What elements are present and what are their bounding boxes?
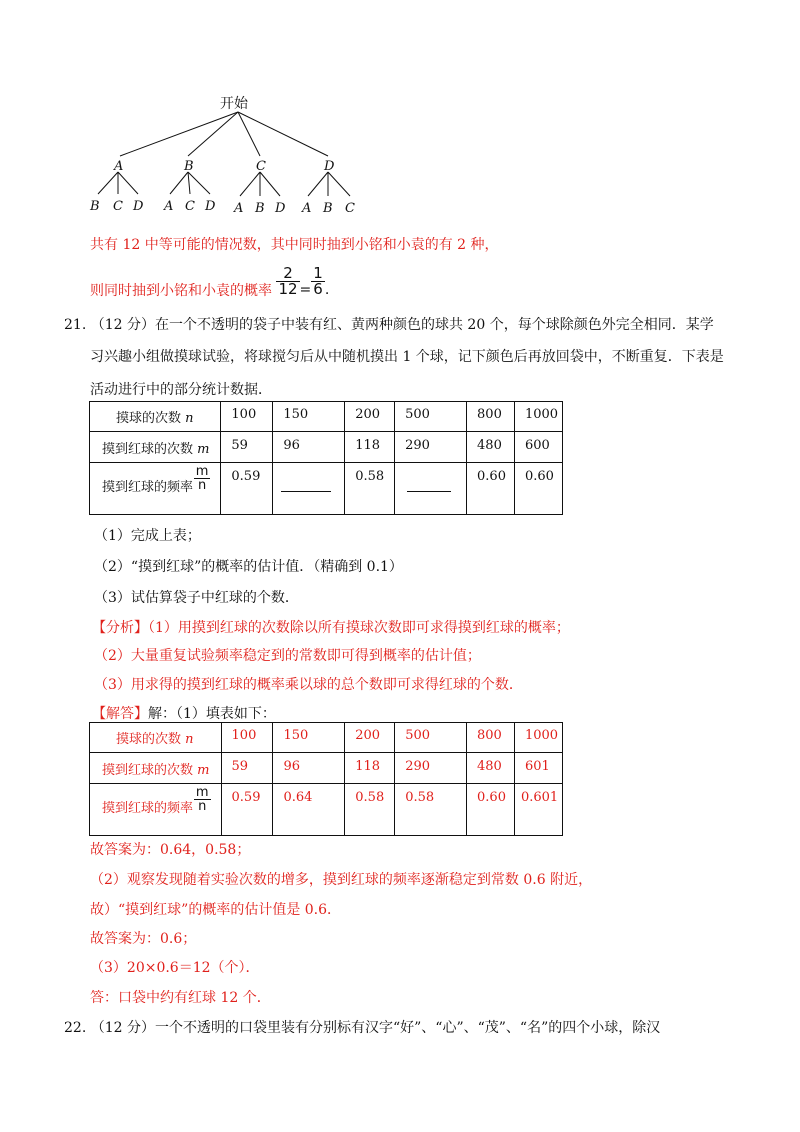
row-header: $\frac{m}{n}$ 摸到红球的频率 — [90, 784, 222, 836]
table-cell: 0.59 — [221, 784, 273, 836]
tree-leaf: B — [323, 201, 333, 216]
table-cell: 0.58 — [345, 463, 395, 515]
q21-sub3: （3）试估算袋子中红球的个数． — [94, 590, 299, 606]
fraction-2-12 — [276, 263, 299, 298]
q21-sub1: （1）完成上表； — [94, 528, 201, 544]
analysis-line3: （3）用求得的摸到红球的概率乘以球的总个数即可求得红球的个数． — [94, 677, 523, 693]
question-number: 21. — [64, 317, 87, 333]
table-cell: 0.60 — [514, 463, 562, 515]
question-stem: （12 分）一个不透明的口袋里装有分别标有汉字“好”、“心”、“茂”、“名”的四个小球，除汉 — [90, 1020, 661, 1036]
row-header: 摸球的次数 n — [90, 723, 222, 753]
row-header: 摸到红球的次数 m — [90, 753, 222, 784]
answer-2: 故答案为：0.6； — [90, 931, 197, 947]
tree-leaf: D — [133, 199, 144, 214]
row-header: 摸球的次数 n — [90, 402, 221, 432]
table-cell: 59 — [221, 432, 273, 463]
tree-leaf: A — [164, 199, 174, 214]
solution-2a: （2）观察发现随着实验次数的增多，摸到红球的频率逐渐稳定到常数 0.6 附近， — [90, 872, 593, 888]
table-cell: 0.60 — [467, 784, 515, 836]
table-cell: 96 — [273, 432, 345, 463]
table-cell: 500 — [395, 402, 467, 432]
analysis-text: （1）用摸到红球的次数除以所有摸球次数即可求得摸到红球的概率； — [148, 620, 570, 636]
table-cell: 0.64 — [273, 784, 345, 836]
table-cell: 0.601 — [514, 784, 562, 836]
fraction-1-6 — [311, 263, 325, 298]
table-cell: 800 — [467, 402, 515, 432]
tree-leaf: A — [302, 201, 312, 216]
table-cell: 600 — [514, 432, 562, 463]
table-cell: 601 — [514, 753, 562, 784]
period: . — [324, 282, 330, 298]
table-row — [90, 784, 563, 836]
table-cell: 800 — [467, 723, 515, 753]
table-row — [90, 753, 563, 784]
table-cell: 150 — [273, 723, 345, 753]
solution-intro — [92, 703, 276, 723]
q21-stem-line2: 习兴趣小组做摸球试验，将球搅匀后从中随机摸出 1 个球，记下颜色后再放回袋中，不断重复．下表是 — [90, 349, 724, 365]
blank-cell — [273, 463, 345, 515]
tree-leaf: B — [90, 199, 100, 214]
tree-root: 开始 — [220, 96, 248, 112]
table-cell: 0.58 — [395, 784, 467, 836]
table-row — [90, 723, 563, 753]
question-stem: （12 分）在一个不透明的袋子中装有红、黄两种颜色的球共 20 个，每个球除颜色外完全相同．某学 — [90, 317, 714, 333]
table-cell: 0.59 — [221, 463, 273, 515]
row-header: $\frac{m}{n}$ 摸到红球的频率 — [90, 463, 221, 515]
fraction-m-n: $\frac{m}{n}$ — [195, 464, 209, 493]
stats-table-question — [89, 401, 563, 515]
stats-table-answer — [89, 722, 563, 836]
answer-blank — [407, 477, 451, 492]
tree-branch: C — [256, 159, 266, 174]
table-row — [90, 432, 563, 463]
q20-line2 — [90, 262, 329, 300]
table-row — [90, 463, 563, 515]
q20-line2-prefix: 则同时抽到小铭和小袁的概率 — [90, 283, 272, 299]
analysis-line2: （2）大量重复试验频率稳定到的常数即可得到概率的估计值； — [94, 648, 481, 664]
tree-leaf: A — [234, 201, 244, 216]
fraction-m-n: $\frac{m}{n}$ — [195, 785, 209, 814]
table-cell: 150 — [273, 402, 345, 432]
q21-sub2: （2）“摸到红球”的概率的估计值．（精确到 0.1） — [94, 559, 403, 575]
solution-text: 解：（1）填表如下： — [148, 706, 276, 722]
tree-diagram — [88, 92, 368, 220]
equals-sign: = — [299, 282, 312, 298]
tree-branch: A — [114, 159, 124, 174]
table-row — [90, 402, 563, 432]
answer-1: 故答案为：0.64，0.58； — [90, 842, 251, 858]
q21-stem-line3: 活动进行中的部分统计数据． — [90, 382, 272, 398]
tree-branch: D — [324, 159, 335, 174]
table-cell: 0.60 — [467, 463, 515, 515]
table-cell: 480 — [467, 753, 515, 784]
table-cell: 100 — [221, 723, 273, 753]
tree-leaf: C — [345, 201, 355, 216]
q21-stem-line1 — [64, 314, 714, 334]
row-header: 摸到红球的次数 m — [90, 432, 221, 463]
tree-leaf: B — [255, 201, 265, 216]
answer-blank — [281, 477, 331, 492]
table-cell: 500 — [395, 723, 467, 753]
table-cell: 118 — [345, 432, 395, 463]
solution-3: （3）20×0.6＝12（个）． — [90, 960, 260, 976]
table-cell: 1000 — [514, 723, 562, 753]
table-cell: 1000 — [514, 402, 562, 432]
fraction-numerator: 1 — [313, 263, 323, 282]
tree-leaf: D — [205, 199, 216, 214]
table-cell: 118 — [345, 753, 395, 784]
table-cell: 96 — [273, 753, 345, 784]
table-cell: 0.58 — [345, 784, 395, 836]
fraction-numerator: 2 — [276, 266, 299, 282]
table-cell: 200 — [345, 402, 395, 432]
answer-3: 答：口袋中约有红球 12 个． — [90, 990, 271, 1006]
solution-tag: 【解答】 — [92, 706, 148, 722]
table-cell: 200 — [345, 723, 395, 753]
tree-leaf: C — [185, 199, 195, 214]
fraction-denominator: 12 — [278, 279, 298, 298]
tree-edges — [98, 112, 350, 196]
question-number: 22. — [64, 1020, 87, 1036]
tree-leaf: C — [113, 199, 123, 214]
table-cell: 290 — [395, 432, 467, 463]
fraction-denominator: 6 — [313, 279, 323, 298]
tree-leaf: D — [275, 201, 286, 216]
table-cell: 59 — [221, 753, 273, 784]
analysis-line1 — [92, 617, 570, 637]
analysis-tag: 【分析】 — [92, 620, 148, 636]
table-cell: 480 — [467, 432, 515, 463]
table-cell: 290 — [395, 753, 467, 784]
table-cell: 100 — [221, 402, 273, 432]
solution-2b: 故）“摸到红球”的概率的估计值是 0.6． — [90, 902, 342, 918]
blank-cell — [395, 463, 467, 515]
q20-line1: 共有 12 中等可能的情况数，其中同时抽到小铭和小袁的有 2 种， — [90, 237, 499, 253]
q22-stem-line1 — [64, 1017, 660, 1037]
tree-branch: B — [184, 159, 194, 174]
